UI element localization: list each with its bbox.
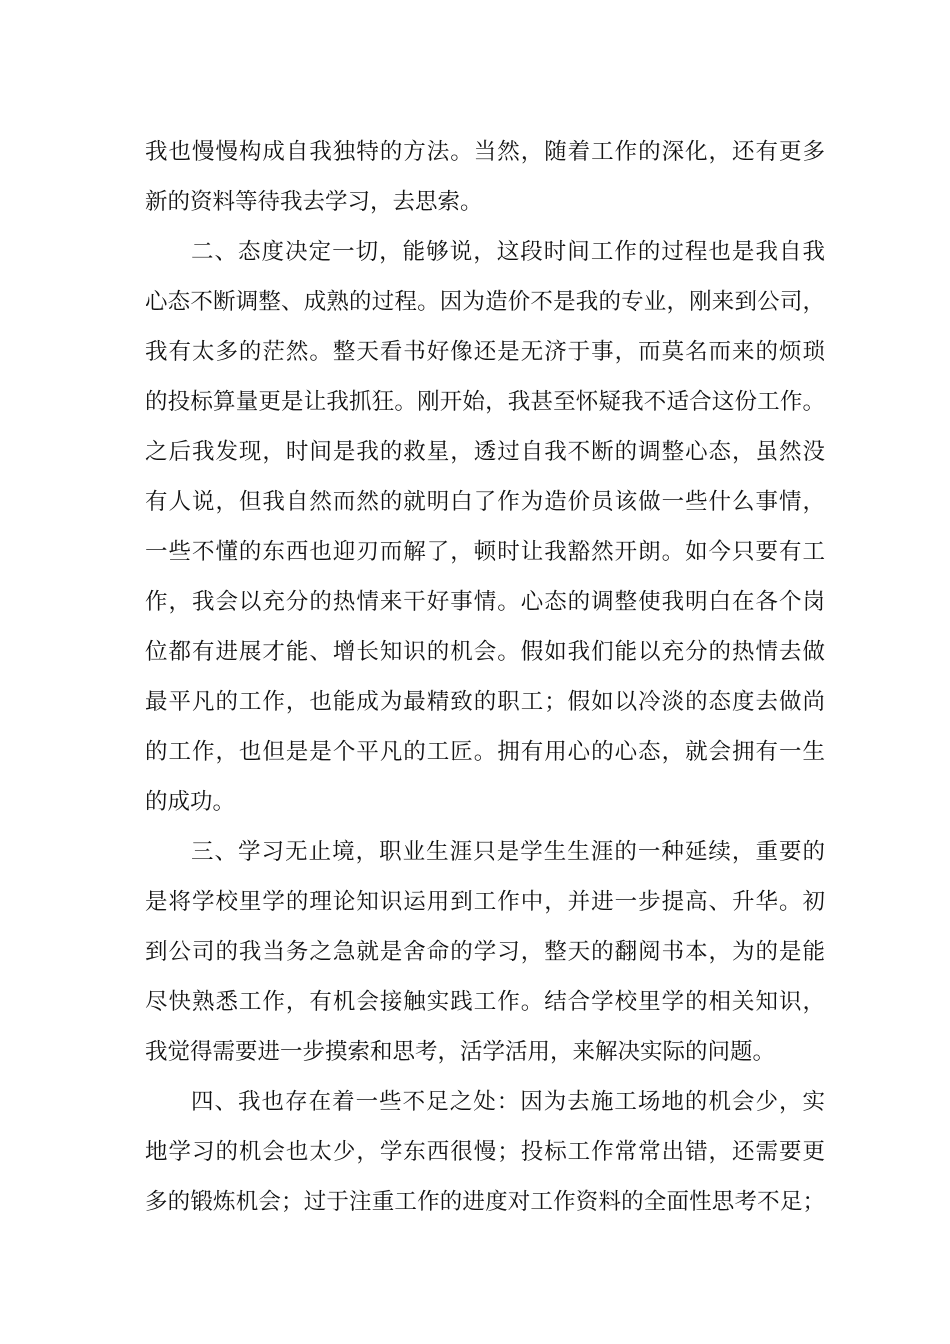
text-line: 我有太多的茫然。整天看书好像还是无济于事，而莫名而来的烦琐 — [145, 339, 825, 365]
text-line: 地学习的机会也太少，学东西很慢；投标工作常常出错，还需要更 — [145, 1139, 825, 1165]
text-line: 的投标算量更是让我抓狂。刚开始，我甚至怀疑我不适合这份工作。 — [145, 389, 825, 415]
text-line: 一些不懂的东西也迎刃而解了，顿时让我豁然开朗。如今只要有工 — [145, 539, 825, 565]
text-line: 二、态度决定一切，能够说，这段时间工作的过程也是我自我 — [191, 239, 825, 265]
text-line: 三、学习无止境，职业生涯只是学生生涯的一种延续，重要的 — [191, 839, 825, 865]
text-line: 之后我发现，时间是我的救星，透过自我不断的调整心态，虽然没 — [145, 439, 825, 465]
text-line: 尽快熟悉工作，有机会接触实践工作。结合学校里学的相关知识， — [145, 989, 825, 1015]
text-line: 到公司的我当务之急就是舍命的学习，整天的翻阅书本，为的是能 — [145, 939, 825, 965]
text-line: 四、我也存在着一些不足之处：因为去施工场地的机会少，实 — [191, 1089, 825, 1115]
text-line: 是将学校里学的理论知识运用到工作中，并进一步提高、升华。初 — [145, 889, 825, 915]
text-line: 有人说，但我自然而然的就明白了作为造价员该做一些什么事情， — [145, 489, 825, 515]
text-line: 的成功。 — [145, 789, 236, 815]
text-line: 位都有进展才能、增长知识的机会。假如我们能以充分的热情去做 — [145, 639, 825, 665]
text-line: 心态不断调整、成熟的过程。因为造价不是我的专业，刚来到公司， — [145, 289, 825, 315]
text-line: 的工作，也但是是个平凡的工匠。拥有用心的心态，就会拥有一生 — [145, 739, 825, 765]
text-line: 最平凡的工作，也能成为最精致的职工；假如以冷淡的态度去做尚 — [145, 689, 825, 715]
text-line: 多的锻炼机会；过于注重工作的进度对工作资料的全面性思考不足； — [145, 1189, 825, 1215]
text-line: 我也慢慢构成自我独特的方法。当然，随着工作的深化，还有更多 — [145, 139, 825, 165]
text-line: 新的资料等待我去学习，去思索。 — [145, 189, 483, 215]
text-line: 作，我会以充分的热情来干好事情。心态的调整使我明白在各个岗 — [145, 589, 825, 615]
text-line: 我觉得需要进一步摸索和思考，活学活用，来解决实际的问题。 — [145, 1039, 776, 1065]
